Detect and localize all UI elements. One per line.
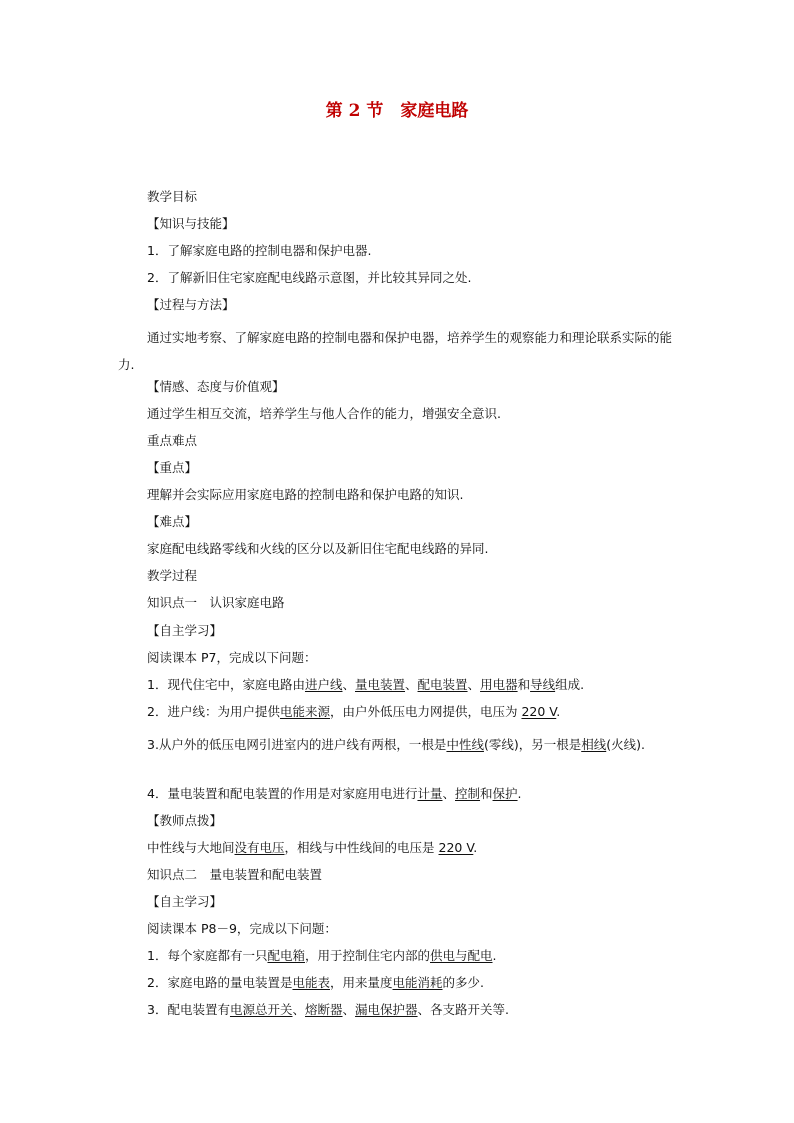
answer-blank: 保护 (492, 786, 518, 801)
text-span: 和 (480, 786, 493, 801)
body-line: 阅读课本 P7，完成以下问题： (147, 650, 317, 665)
subsection-heading: 【自主学习】 (147, 623, 223, 638)
body-line: 阅读课本 P8－9，完成以下问题： (147, 921, 337, 936)
subsection-heading: 【情感、态度与价值观】 (147, 379, 285, 394)
body-line: 家庭配电线路零线和火线的区分以及新旧住宅配电线路的异同. (147, 541, 489, 556)
text-span: 、 (342, 677, 355, 692)
answer-blank: 熔断器 (305, 1002, 343, 1017)
answer-blank: 导线 (530, 677, 556, 692)
text-span: . (473, 840, 478, 855)
answer-blank: 进户线 (304, 677, 343, 692)
text-span: 4．量电装置和配电装置的作用是对家庭用电进行 (147, 786, 418, 801)
text-span: 1．每个家庭都有一只 (147, 948, 268, 963)
text-span: 1．现代住宅中，家庭电路由 (147, 677, 305, 692)
answer-blank: 220 V (438, 840, 474, 855)
text-span: 2．进户线：为用户提供 (147, 704, 280, 719)
text-span: (零线)，另一根是 (483, 737, 582, 752)
answer-blank: 供电与配电 (430, 948, 493, 963)
text-span: 中性线与大地间 (147, 840, 235, 855)
text-span: 组成. (555, 677, 585, 692)
body-line: 2．了解新旧住宅家庭配电线路示意图，并比较其异同之处. (147, 270, 472, 285)
answer-blank: 电源总开关 (229, 1002, 293, 1017)
answer-blank: 计量 (417, 786, 443, 801)
knowledge-point-heading: 知识点一 认识家庭电路 (147, 595, 285, 610)
answer-blank: 电能表 (292, 975, 330, 990)
answer-blank: 相线 (581, 737, 607, 752)
fill-blank-line (147, 704, 687, 720)
answer-blank: 量电装置 (355, 677, 406, 692)
fill-blank-paragraph (118, 731, 688, 758)
answer-blank: 配电箱 (267, 948, 305, 963)
answer-blank: 中性线 (446, 737, 484, 752)
answer-blank: 没有电压 (234, 840, 285, 855)
section-heading: 教学目标 (147, 189, 198, 204)
text-span: ，由户外低压电力网提供，电压为 (329, 704, 522, 719)
subsection-heading: 【难点】 (147, 514, 198, 529)
answer-blank: 220 V (521, 704, 557, 719)
answer-blank: 漏电保护器 (355, 1002, 418, 1017)
section-heading: 教学过程 (147, 568, 198, 583)
text-span: 、 (405, 677, 418, 692)
text-span: . (517, 786, 522, 801)
answer-blank: 控制 (455, 786, 481, 801)
text-span: ，用来量度 (329, 975, 393, 990)
fill-blank-line (147, 840, 687, 856)
text-span: 、各支路开关等. (417, 1002, 510, 1017)
text-span: 的多少. (442, 975, 484, 990)
text-span: ，相线与中性线间的电压是 (284, 840, 439, 855)
fill-blank-line (147, 677, 687, 693)
answer-blank: 电能消耗 (392, 975, 443, 990)
text-span: 、 (467, 677, 481, 692)
body-paragraph: 通过实地考察、了解家庭电路的控制电器和保护电器，培养学生的观察能力和理论联系实际的能力. (118, 330, 673, 372)
answer-blank: 配电装置 (417, 677, 468, 692)
text-span: . (492, 948, 497, 963)
body-line: 通过学生相互交流，培养学生与他人合作的能力，增强安全意识. (147, 406, 501, 421)
fill-blank-line (147, 786, 687, 802)
text-span: (火线). (606, 737, 645, 752)
text-span: 和 (517, 677, 531, 692)
fill-blank-line (147, 1002, 687, 1018)
subsection-heading: 【知识与技能】 (147, 216, 235, 231)
knowledge-point-heading: 知识点二 量电装置和配电装置 (147, 867, 323, 882)
text-span: 、 (442, 786, 455, 801)
section-heading: 重点难点 (147, 433, 198, 448)
subsection-heading: 【自主学习】 (147, 894, 223, 909)
text-span: 、 (292, 1002, 305, 1017)
text-span: ，用于控制住宅内部的 (304, 948, 430, 963)
text-span: . (556, 704, 561, 719)
text-span: 3.从户外的低压电网引进室内的进户线有两根，一根是 (147, 737, 447, 752)
fill-blank-line (147, 975, 687, 991)
subsection-heading: 【过程与方法】 (147, 297, 235, 312)
text-span: 、 (342, 1002, 356, 1017)
text-span: 2．家庭电路的量电装置是 (147, 975, 293, 990)
body-line: 1．了解家庭电路的控制电器和保护电器. (147, 243, 372, 258)
body-line: 理解并会实际应用家庭电路的控制电路和保护电路的知识. (147, 487, 464, 502)
subsection-heading: 【教师点拨】 (147, 813, 223, 828)
answer-blank: 电能来源 (279, 704, 330, 719)
fill-blank-line (147, 948, 687, 964)
page-title: 第 2 节 家庭电路 (325, 101, 469, 121)
text-span: 3．配电装置有 (147, 1002, 230, 1017)
subsection-heading: 【重点】 (147, 460, 198, 475)
answer-blank: 用电器 (480, 677, 518, 692)
